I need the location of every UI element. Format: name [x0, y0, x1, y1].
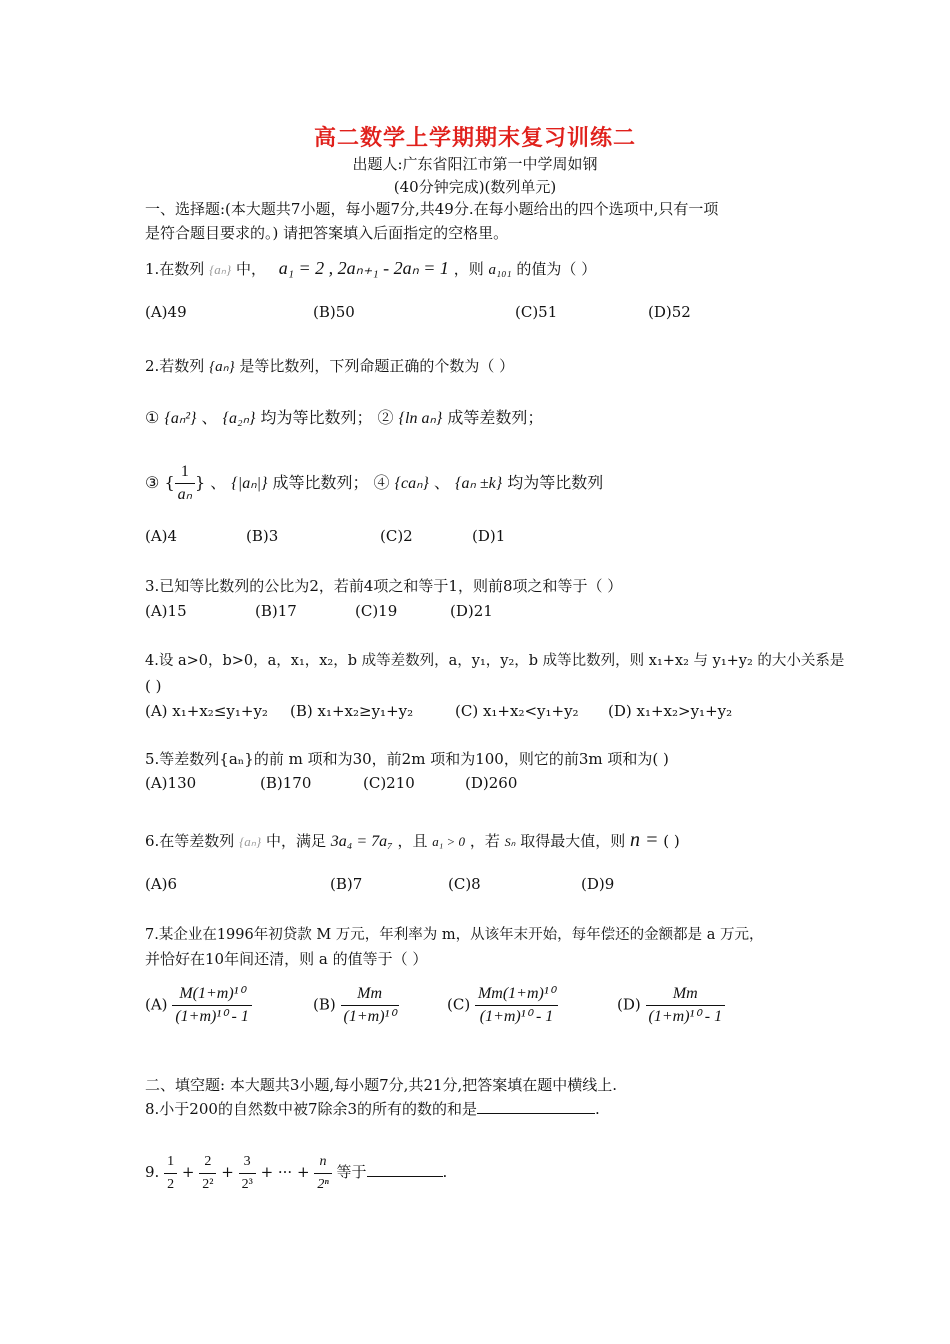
q9-term-1: $\frac{1}{2}$ [164, 1151, 177, 1196]
q1-option-b: (B)50 [313, 303, 355, 321]
q9-term-n: $\frac{n}{\text{2ⁿ}}$ [314, 1151, 331, 1196]
q2-stem: 2.若数列 [145, 357, 205, 375]
q7-fraction-c: $\frac{\text{Mm(1+m)¹⁰}}{\text{(1+m)¹⁰ - 1}}$ [475, 983, 558, 1028]
question-9 [145, 1148, 447, 1196]
q2-option-d: (D)1 [472, 527, 506, 545]
q7-label-c: (C) [447, 995, 471, 1014]
q6-post: 取得最大值，则 [520, 832, 626, 850]
q9-end: . [442, 1163, 448, 1181]
q6-pre: 6.在等差数列 [145, 832, 235, 850]
q9-plus-2: + [221, 1163, 234, 1181]
q9-label: 9. [145, 1163, 160, 1181]
q4-option-c: (C) x₁+x₂<y₁+y₂ [455, 702, 579, 720]
q2-circle-1: ① [145, 408, 160, 427]
q6-and: ，且 [397, 832, 428, 850]
q2-an-squared: {aₙ²} [164, 410, 197, 427]
q7-option-a [145, 983, 252, 1028]
q7-option-c [447, 983, 558, 1028]
q6-sequence: {aₙ} [239, 834, 262, 849]
question-4-line-1: 4.设 a>0，b>0，a，x₁，x₂，b 成等差数列，a，y₁，y₂，b 成等比数列，则 x₁+x₂ 与 y₁+y₂ 的大小关系是 [145, 653, 845, 669]
q2-statements-1 [145, 406, 543, 431]
q2-statements-2: ③ { $\frac{1}{\text{aₙ}}$ } 、 {|aₙ|} 成等比数列； ④ {caₙ} 、 {aₙ ±k} 均为等比数列 [145, 458, 603, 509]
q3-option-a: (A)15 [145, 602, 187, 620]
q5-option-d: (D)260 [465, 774, 518, 792]
q1-mid: 中， [235, 260, 266, 278]
q8-answer-blank[interactable] [477, 1099, 595, 1114]
q9-plus-1: + [181, 1163, 195, 1181]
q2-circle-3: ③ [145, 473, 160, 492]
q1-pre: 1.在数列 [145, 260, 205, 278]
q6-option-b: (B)7 [330, 875, 363, 893]
q2-stmt-1-text: 均为等比数列； ② [260, 408, 394, 427]
q5-option-a: (A)130 [145, 774, 197, 792]
q2-sequence: {aₙ} [209, 359, 235, 375]
q6-option-d: (D)9 [581, 875, 615, 893]
q4-option-d: (D) x₁+x₂>y₁+y₂ [608, 702, 733, 720]
q7-fraction-d: $\frac{Mm}{\text{(1+m)¹⁰ - 1}}$ [646, 983, 726, 1028]
question-3: 3.已知等比数列的公比为2，若前4项之和等于1，则前8项之和等于（ ） [145, 577, 623, 595]
q7-option-b [313, 983, 399, 1028]
q3-option-d: (D)21 [450, 602, 493, 620]
q7-label-d: (D) [617, 995, 641, 1014]
q5-option-b: (B)170 [260, 774, 312, 792]
q9-answer-blank[interactable] [367, 1162, 443, 1177]
section1-intro-1: 一、选择题:(本大题共7小题，每小题7分,共49分.在每小题给出的四个选项中,只有一项 [145, 200, 719, 218]
q7-label-a: (A) [145, 995, 168, 1014]
question-4-line-2: ( ) [145, 677, 162, 695]
q1-then: ，则 [453, 260, 484, 278]
q6-condition-2: a₁ > 0 [432, 834, 466, 849]
q2-abs-an: {|aₙ|} [231, 475, 268, 492]
q1-option-a: (A)49 [145, 303, 187, 321]
q2-ln-an: {ln aₙ} [398, 410, 443, 427]
q2-sep-2: 、 [210, 473, 227, 492]
q9-term-2: $\frac{2}{\text{2²}}$ [199, 1151, 216, 1196]
question-1 [145, 256, 596, 282]
q2-option-c: (C)2 [380, 527, 413, 545]
q1-post: 的值为（ ） [516, 260, 597, 278]
q6-condition-1: 3a₄ = 7a₇ [330, 833, 393, 850]
q2-option-b: (B)3 [246, 527, 279, 545]
q2-sep-1: 、 [201, 408, 218, 427]
q6-paren: ( ) [663, 832, 680, 850]
q6-sn: Sₙ [504, 835, 516, 849]
question-5: 5.等差数列{aₙ}的前 m 项和为30，前2m 项和为100，则它的前3m 项和为( ) [145, 750, 669, 768]
q2-stem-post: 是等比数列，下列命题正确的个数为（ ） [239, 357, 515, 375]
q6-option-c: (C)8 [448, 875, 481, 893]
section1-intro-2: 是符合题目要求的。) 请把答案填入后面指定的空格里。 [145, 224, 509, 242]
q1-sequence: {aₙ} [209, 262, 232, 277]
page-title: 高二数学上学期期末复习训练二 [313, 126, 636, 151]
q7-fraction-b: $\frac{Mm}{\text{(1+m)¹⁰}}$ [341, 983, 399, 1028]
q2-stmt-3-text: 成等比数列； ④ [272, 473, 390, 492]
question-2 [145, 354, 514, 379]
q2-reciprocal: $\frac{1}{\text{aₙ}}$ [175, 461, 195, 506]
q4-option-a: (A) x₁+x₂≤y₁+y₂ [145, 702, 268, 720]
q7-fraction-a: $\frac{\text{M(1+m)¹⁰}}{\text{(1+m)¹⁰ - 1}}$ [172, 983, 252, 1028]
q1-option-d: (D)52 [648, 303, 691, 321]
question-6 [145, 828, 680, 854]
q2-sep-3: 、 [434, 473, 451, 492]
q9-dots: + ··· + [260, 1163, 310, 1181]
q7-option-d [617, 983, 725, 1028]
q2-can: {caₙ} [394, 475, 429, 492]
author-line: 出题人:广东省阳江市第一中学周如钢 [352, 155, 598, 173]
question-7-line-2: 并恰好在10年间还清，则 a 的值等于（ ） [145, 950, 428, 968]
q6-n-equals: n = [629, 829, 659, 851]
q8-stem: 8.小于200的自然数中被7除余3的所有的数的和是 [145, 1100, 478, 1118]
q2-stmt-2-text: 成等差数列； [447, 408, 544, 427]
q3-option-b: (B)17 [255, 602, 297, 620]
q2-an-k: {aₙ ±k} [455, 475, 503, 492]
q5-option-c: (C)210 [363, 774, 415, 792]
question-7-line-1: 7.某企业在1996年初贷款 M 万元，年利率为 m，从该年末开始，每年偿还的金额都是 a 万元， [145, 927, 764, 943]
q6-option-a: (A)6 [145, 875, 178, 893]
q2-a2n: {a₂ₙ} [222, 410, 256, 427]
q9-post: 等于 [336, 1163, 367, 1181]
q1-condition: a₁ = 2 , 2aₙ₊₁ - 2aₙ = 1 [278, 258, 449, 278]
q6-mid: 中，满足 [265, 832, 326, 850]
q8-end: . [595, 1100, 600, 1118]
info-line: (40分钟完成)(数列单元) [393, 178, 557, 196]
q6-if: ，若 [469, 832, 500, 850]
q4-option-b: (B) x₁+x₂≥y₁+y₂ [290, 702, 414, 720]
section2-intro: 二、填空题: 本大题共3小题,每小题7分,共21分,把答案填在题中横线上. [145, 1076, 618, 1094]
question-8 [145, 1097, 600, 1121]
q2-stmt-4-text: 均为等比数列 [507, 473, 604, 492]
q1-target: a₁₀₁ [488, 262, 512, 278]
q9-term-3: $\frac{3}{\text{2³}}$ [239, 1151, 256, 1196]
q2-option-a: (A)4 [145, 527, 178, 545]
q7-label-b: (B) [313, 995, 336, 1014]
q3-option-c: (C)19 [355, 602, 398, 620]
q1-option-c: (C)51 [515, 303, 558, 321]
